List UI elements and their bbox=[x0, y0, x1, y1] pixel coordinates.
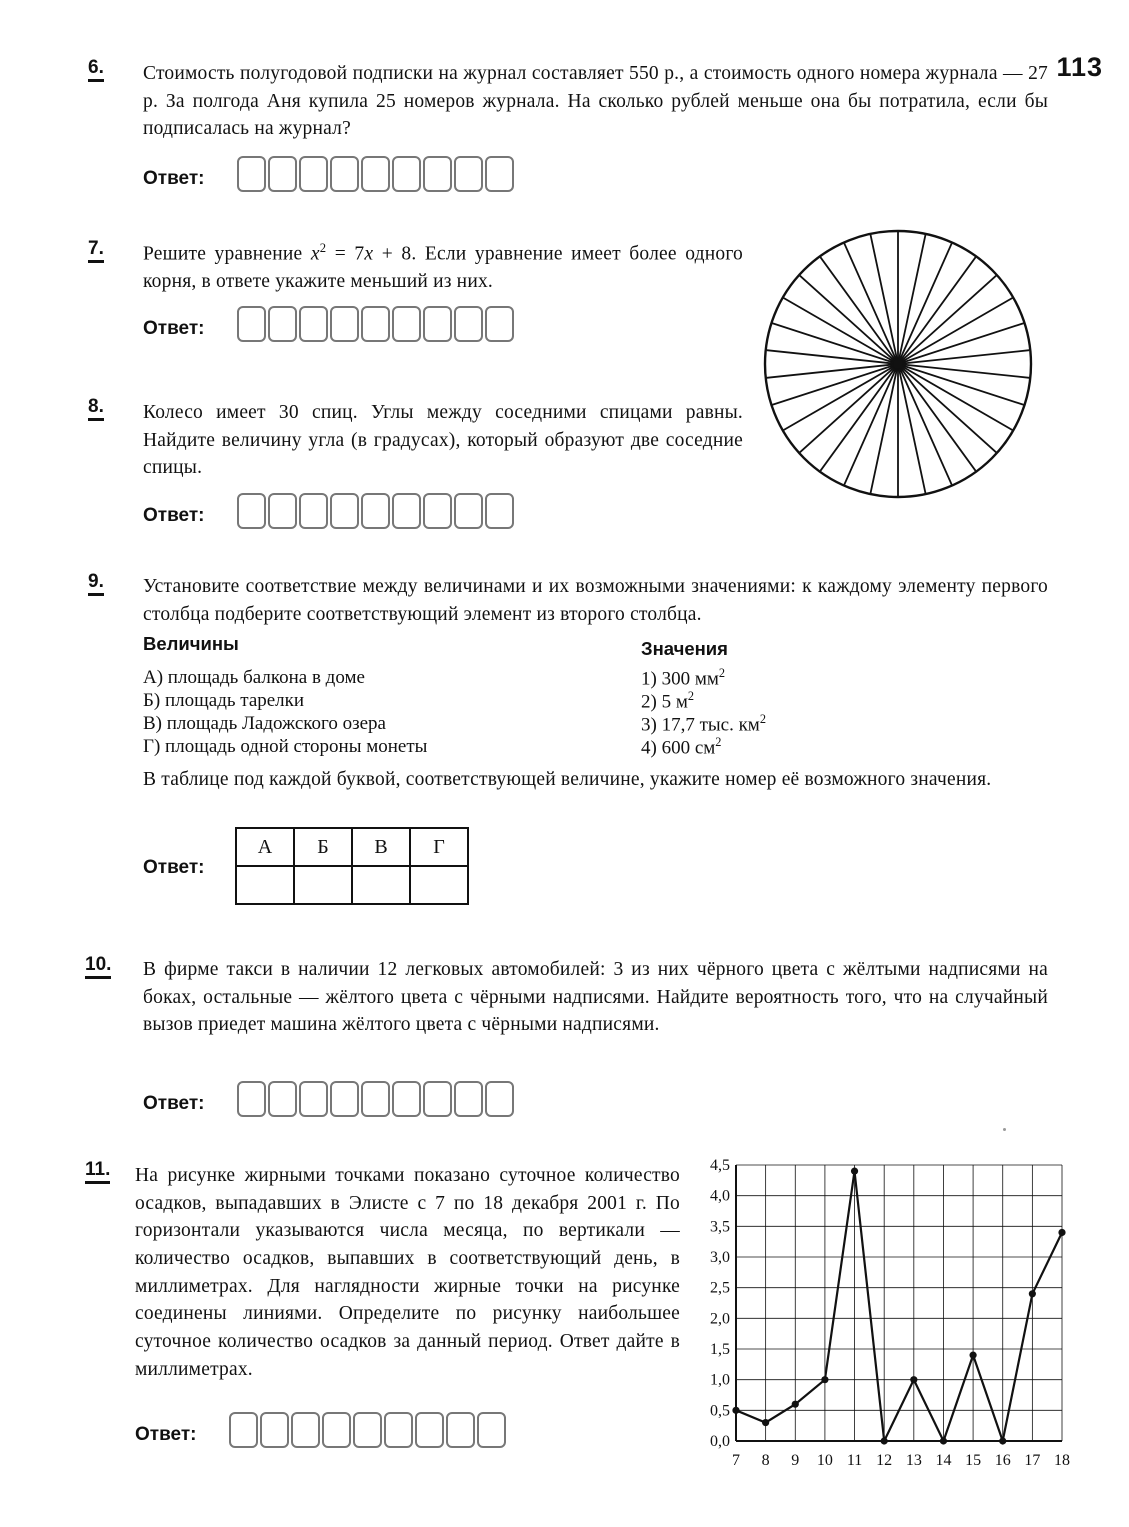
svg-text:2,0: 2,0 bbox=[710, 1310, 730, 1328]
answer-cell[interactable] bbox=[330, 156, 359, 192]
svg-text:3,5: 3,5 bbox=[710, 1218, 730, 1236]
page-number: 113 bbox=[1056, 52, 1103, 82]
answer-label-9: Ответ: bbox=[143, 857, 205, 878]
answer-cell[interactable] bbox=[299, 493, 328, 529]
value-item: 3) 17,7 тыс. $км^2$ bbox=[641, 712, 767, 736]
answer-boxes-11[interactable] bbox=[229, 1412, 506, 1448]
question-number-10: 10. bbox=[85, 955, 111, 979]
answer-cell[interactable] bbox=[237, 306, 266, 342]
answer-cell[interactable] bbox=[446, 1412, 475, 1448]
answer-cell[interactable] bbox=[353, 1412, 382, 1448]
answer-cell[interactable] bbox=[322, 1412, 351, 1448]
answer-cell[interactable] bbox=[237, 1081, 266, 1117]
quantity-item: Б) площадь тарелки bbox=[143, 690, 305, 711]
table-row bbox=[236, 828, 468, 866]
svg-text:18: 18 bbox=[1054, 1452, 1070, 1469]
answer-boxes-7[interactable] bbox=[237, 306, 514, 342]
answer-cell[interactable] bbox=[291, 1412, 320, 1448]
answer-cell[interactable] bbox=[268, 493, 297, 529]
question-number-7: 7. bbox=[88, 239, 104, 263]
answer-cell[interactable] bbox=[392, 306, 421, 342]
answer-cell[interactable] bbox=[423, 1081, 452, 1117]
question-number-11: 11. bbox=[85, 1160, 110, 1184]
question-note-9: В таблице под каждой буквой, соответствующей величине, укажите номер её возможного значения. bbox=[143, 769, 992, 790]
answer-cell[interactable] bbox=[268, 156, 297, 192]
answer-cell[interactable] bbox=[423, 493, 452, 529]
svg-text:11: 11 bbox=[846, 1452, 863, 1469]
wheel-figure bbox=[762, 228, 1034, 500]
answer-cell[interactable] bbox=[260, 1412, 289, 1448]
column1-heading: Величины bbox=[143, 633, 239, 654]
svg-text:0,5: 0,5 bbox=[710, 1402, 730, 1420]
answer-cell[interactable] bbox=[485, 493, 514, 529]
quantity-item: В) площадь Ладожского озера bbox=[143, 713, 386, 734]
match-answer-table[interactable] bbox=[235, 827, 469, 905]
svg-text:4,0: 4,0 bbox=[710, 1187, 730, 1205]
question-text-8: Колесо имеет 30 спиц. Углы между соседними спицами равны. Найдите величину угла (в градусах), который образуют две соседние спицы. bbox=[143, 402, 743, 479]
svg-text:1,0: 1,0 bbox=[710, 1371, 730, 1389]
value-item: 2) 5 $м^2$ bbox=[641, 689, 695, 713]
precipitation-line-chart bbox=[690, 1155, 1070, 1485]
answer-cell[interactable] bbox=[392, 156, 421, 192]
answer-cell[interactable] bbox=[237, 156, 266, 192]
question-text-7: Решите уравнение $x^2 = 7x + 8$. Если уравнение имеет более одного корня, в ответе укажите меньший из них. bbox=[143, 241, 743, 293]
question-number-9: 9. bbox=[88, 572, 104, 596]
answer-cell[interactable] bbox=[361, 493, 390, 529]
answer-cell[interactable] bbox=[423, 156, 452, 192]
svg-text:0,0: 0,0 bbox=[710, 1433, 730, 1450]
value-item: 4) 600 $см^2$ bbox=[641, 735, 722, 759]
answer-cell[interactable] bbox=[299, 306, 328, 342]
table-answer-cell[interactable] bbox=[352, 866, 410, 904]
value-item: 1) 300 $мм^2$ bbox=[641, 666, 726, 690]
answer-cell[interactable] bbox=[454, 1081, 483, 1117]
svg-text:8: 8 bbox=[761, 1452, 770, 1469]
answer-cell[interactable] bbox=[423, 306, 452, 342]
answer-cell[interactable] bbox=[477, 1412, 506, 1448]
answer-cell[interactable] bbox=[299, 156, 328, 192]
answer-cell[interactable] bbox=[361, 156, 390, 192]
table-header-cell: Г bbox=[410, 828, 468, 866]
answer-cell[interactable] bbox=[237, 493, 266, 529]
question-text-10: В фирме такси в наличии 12 легковых автомобилей: 3 из них чёрного цвета с жёлтыми надписями на боках, остальные — жёлтого цвета с чёрными надписями. Найдите вероятность того, что на случайный вызов приедет машина жёлтого цвета с чёрными надписями. bbox=[143, 959, 1048, 1036]
answer-label-10: Ответ: bbox=[143, 1093, 205, 1114]
answer-cell[interactable] bbox=[229, 1412, 258, 1448]
answer-cell[interactable] bbox=[384, 1412, 413, 1448]
answer-cell[interactable] bbox=[392, 493, 421, 529]
table-answer-cell[interactable] bbox=[236, 866, 294, 904]
question-number-6: 6. bbox=[88, 58, 104, 82]
svg-text:13: 13 bbox=[905, 1452, 922, 1469]
answer-cell[interactable] bbox=[454, 493, 483, 529]
page-speck bbox=[1003, 1128, 1006, 1131]
svg-text:14: 14 bbox=[935, 1452, 952, 1469]
answer-label-8: Ответ: bbox=[143, 505, 205, 526]
question-text-11: На рисунке жирными точками показано суточное количество осадков, выпадавших в Элисте с 7 по 18 декабря 2001 г. По горизонтали указываются числа месяца, по вертикали — количество осадков, выпавших в соответствующий день, в миллиметрах. Для наглядности жирные точки на рисунке соединены линиями. Определите по рисунку наибольшее суточное количество осадков за данный период. Ответ дайте в миллиметрах. bbox=[135, 1165, 680, 1380]
table-header-cell: Б bbox=[294, 828, 352, 866]
answer-cell[interactable] bbox=[392, 1081, 421, 1117]
answer-cell[interactable] bbox=[361, 1081, 390, 1117]
question-number-8: 8. bbox=[88, 397, 104, 421]
precipitation-chart bbox=[690, 1155, 1070, 1485]
table-header-cell: В bbox=[352, 828, 410, 866]
question-text-6: Стоимость полугодовой подписки на журнал составляет 550 р., а стоимость одного номера журнала — 27 р. За полгода Аня купила 25 номеров журнала. На сколько рублей меньше она бы потратила, если бы подписалась на журнал? bbox=[143, 63, 1048, 140]
answer-boxes-10[interactable] bbox=[237, 1081, 514, 1117]
table-header-cell: А bbox=[236, 828, 294, 866]
svg-text:15: 15 bbox=[965, 1452, 982, 1469]
answer-label-6: Ответ: bbox=[143, 168, 205, 189]
quantity-item: А) площадь балкона в доме bbox=[143, 667, 365, 688]
answer-cell[interactable] bbox=[299, 1081, 328, 1117]
svg-text:17: 17 bbox=[1024, 1452, 1041, 1469]
answer-label-11: Ответ: bbox=[135, 1424, 197, 1445]
table-row[interactable] bbox=[236, 866, 468, 904]
answer-cell[interactable] bbox=[454, 156, 483, 192]
table-answer-cell[interactable] bbox=[294, 866, 352, 904]
table-answer-cell[interactable] bbox=[410, 866, 468, 904]
svg-text:16: 16 bbox=[994, 1452, 1011, 1469]
answer-cell[interactable] bbox=[485, 1081, 514, 1117]
svg-text:4,5: 4,5 bbox=[710, 1157, 730, 1174]
answer-cell[interactable] bbox=[330, 1081, 359, 1117]
answer-cell[interactable] bbox=[454, 306, 483, 342]
svg-text:9: 9 bbox=[791, 1452, 800, 1469]
svg-text:2,5: 2,5 bbox=[710, 1279, 730, 1297]
answer-cell[interactable] bbox=[361, 306, 390, 342]
answer-label-7: Ответ: bbox=[143, 318, 205, 339]
svg-text:3,0: 3,0 bbox=[710, 1249, 730, 1266]
answer-cell[interactable] bbox=[330, 306, 359, 342]
answer-boxes-6[interactable] bbox=[237, 156, 514, 192]
svg-text:1,5: 1,5 bbox=[710, 1341, 730, 1358]
svg-text:7: 7 bbox=[732, 1452, 740, 1469]
answer-cell[interactable] bbox=[485, 306, 514, 342]
answer-cell[interactable] bbox=[485, 156, 514, 192]
column2-heading: Значения bbox=[641, 638, 728, 659]
answer-boxes-8[interactable] bbox=[237, 493, 514, 529]
svg-text:10: 10 bbox=[816, 1452, 833, 1469]
wheel-30-spokes-icon bbox=[762, 228, 1034, 500]
question-text-9: Установите соответствие между величинами и их возможными значениями: к каждому элементу первого столбца подберите соответствующий элемент из второго столбца. bbox=[143, 576, 1048, 625]
answer-cell[interactable] bbox=[268, 1081, 297, 1117]
quantity-item: Г) площадь одной стороны монеты bbox=[143, 736, 428, 757]
answer-cell[interactable] bbox=[415, 1412, 444, 1448]
answer-cell[interactable] bbox=[330, 493, 359, 529]
answer-cell[interactable] bbox=[268, 306, 297, 342]
svg-text:12: 12 bbox=[876, 1452, 893, 1469]
